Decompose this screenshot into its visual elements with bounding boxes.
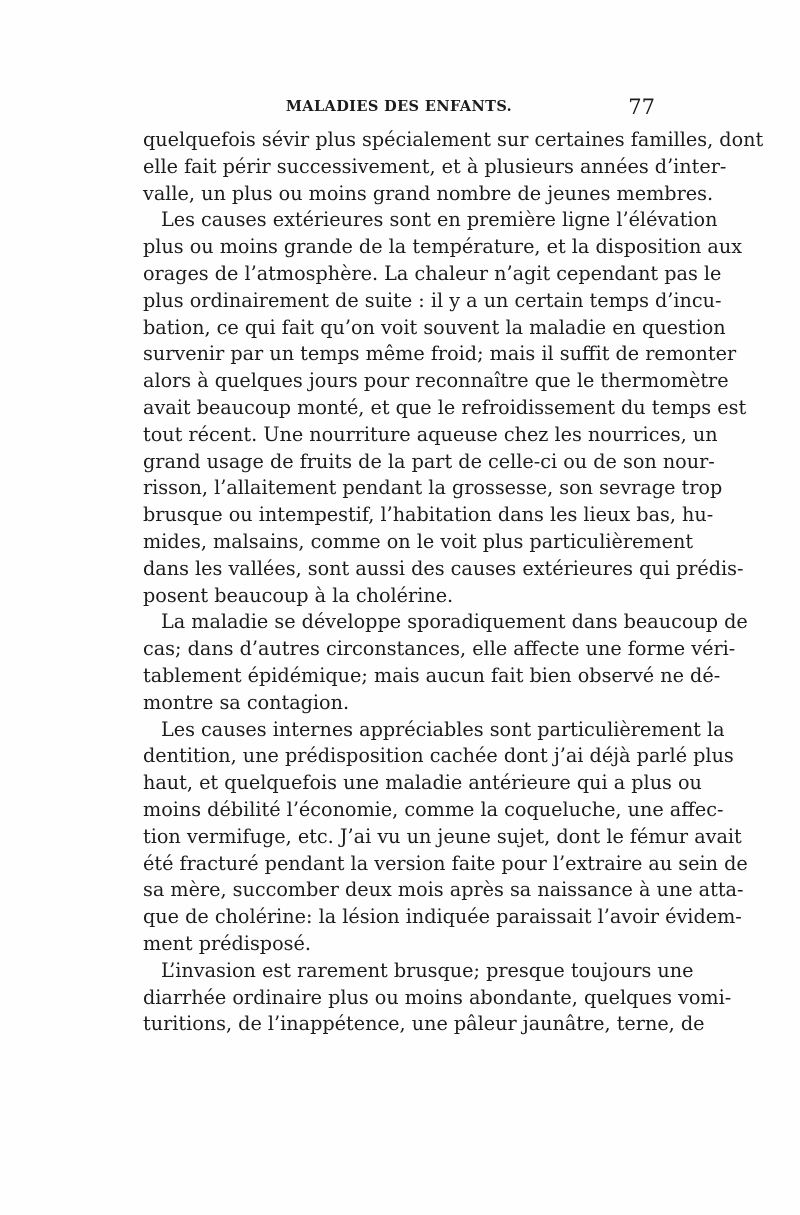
text-line: alors à quelques jours pour reconnaître que le thermomètre — [143, 369, 729, 393]
page-number: 77 — [628, 95, 655, 119]
text-line: tout récent. Une nourriture aqueuse chez les nourrices, un — [143, 422, 718, 446]
text-line: plus ordinairement de suite : il y a un certain temps d’incu- — [143, 288, 722, 312]
text-line: grand usage de fruits de la part de celle-ci ou de son nour- — [143, 449, 715, 473]
text-line: haut, et quelquefois une maladie antérieure qui a plus ou — [143, 771, 702, 795]
text-line: que de cholérine: la lésion indiquée paraissait l’avoir évidem- — [143, 905, 742, 929]
text-line: sa mère, succomber deux mois après sa naissance à une atta- — [143, 878, 744, 902]
text-line: montre sa contagion. — [143, 690, 350, 714]
text-line: Les causes internes appréciables sont particulièrement la — [161, 717, 725, 741]
text-line: La maladie se développe sporadiquement dans beaucoup de — [161, 610, 748, 634]
text-line: turitions, de l’inappétence, une pâleur jaunâtre, terne, de — [143, 1012, 705, 1036]
text-line: brusque ou intempestif, l’habitation dans les lieux bas, hu- — [143, 503, 714, 527]
text-line: valle, un plus ou moins grand nombre de jeunes membres. — [143, 181, 714, 205]
text-line: moins débilité l’économie, comme la coqueluche, une affec- — [143, 797, 724, 821]
text-line: avait beaucoup monté, et que le refroidissement du temps est — [143, 395, 747, 419]
text-line: plus ou moins grande de la température, et la disposition aux — [143, 235, 743, 259]
text-line: dentition, une prédisposition cachée dont j’ai déjà parlé plus — [143, 744, 734, 768]
text-line: bation, ce qui fait qu’on voit souvent la maladie en question — [143, 315, 726, 339]
text-line: elle fait périr successivement, et à plusieurs années d’inter- — [143, 154, 727, 178]
text-line: mides, malsains, comme on le voit plus particulièrement — [143, 529, 694, 553]
text-line: cas; dans d’autres circonstances, elle affecte une forme véri- — [143, 637, 736, 661]
paragraph — [143, 609, 748, 716]
text-line: risson, l’allaitement pendant la grossesse, son sevrage trop — [143, 476, 723, 500]
text-line: Les causes extérieures sont en première ligne l’élévation — [161, 208, 718, 232]
body-text — [143, 127, 764, 1038]
text-line: ment prédisposé. — [143, 931, 311, 955]
text-line: tablement épidémique; mais aucun fait bien observé ne dé- — [143, 663, 721, 687]
text-line: posent beaucoup à la cholérine. — [143, 583, 454, 607]
running-head — [143, 95, 655, 122]
text-line: orages de l’atmosphère. La chaleur n’agit cependant pas le — [143, 261, 722, 285]
paragraph — [143, 958, 732, 1038]
text-line: quelquefois sévir plus spécialement sur certaines familles, dont — [143, 128, 764, 151]
paragraph — [143, 127, 764, 207]
text-line: L’invasion est rarement brusque; presque toujours une — [161, 958, 694, 982]
text-line: tion vermifuge, etc. J’ai vu un jeune sujet, dont le fémur avait — [143, 824, 742, 848]
text-line: survenir par un temps même froid; mais il suffit de remonter — [143, 342, 737, 366]
text-line: été fracturé pendant la version faite pour l’extraire au sein de — [143, 851, 748, 875]
text-line: dans les vallées, sont aussi des causes extérieures qui prédis- — [143, 556, 744, 580]
text-line: diarrhée ordinaire plus ou moins abondante, quelques vomi- — [143, 985, 732, 1009]
paragraph — [143, 717, 748, 958]
running-title: MALADIES DES ENFANTS. — [285, 98, 513, 115]
paragraph — [143, 207, 747, 609]
